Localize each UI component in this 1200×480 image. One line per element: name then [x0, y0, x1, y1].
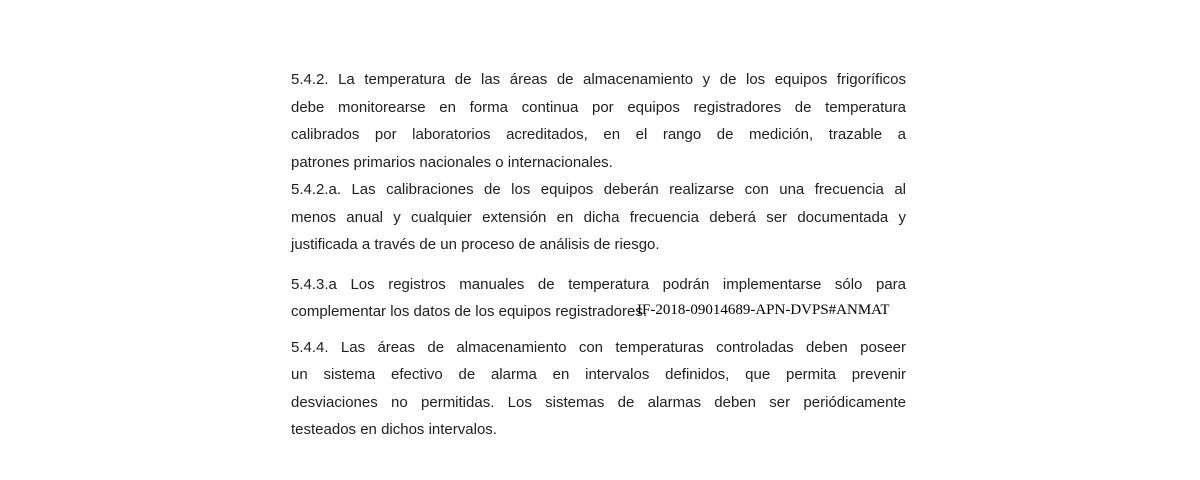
text-line: 5.4.3.a Los registros manuales de temperatura podrán implementarse sólo para — [291, 275, 906, 293]
paragraph-5-4-2 — [291, 66, 906, 176]
electronic-file-stamp: IF-2018-09014689-APN-DVPS#ANMAT — [637, 302, 890, 318]
paragraph-5-4-4 — [291, 334, 906, 444]
text-line: 5.4.2.a. Las calibraciones de los equipos deberán realizarse con una frecuencia al — [291, 181, 906, 198]
text-line: 5.4.4. Las áreas de almacenamiento con temperaturas controladas deben poseer — [291, 338, 906, 356]
document-text-column — [291, 66, 906, 444]
text-line: testeados en dichos intervalos. — [291, 421, 497, 438]
text-line: justificada a través de un proceso de análisis de riesgo. — [291, 236, 660, 253]
paragraph-5-4-2-a — [291, 176, 906, 259]
text-line: debe monitorearse en forma continua por equipos registradores de temperatura — [291, 98, 906, 116]
text-line: complementar los datos de los equipos registradores. — [291, 303, 648, 320]
text-line: un sistema efectivo de alarma en intervalos definidos, que permita prevenir — [291, 366, 906, 383]
text-line: 5.4.2. La temperatura de las áreas de almacenamiento y de los equipos frigoríficos — [291, 71, 906, 88]
text-line: patrones primarios nacionales o internacionales. — [291, 153, 613, 171]
text-line: calibrados por laboratorios acreditados, en el rango de medición, trazable a — [291, 126, 906, 143]
text-line: desviaciones no permitidas. Los sistemas de alarmas deben ser periódicamente — [291, 393, 906, 411]
text-line: menos anual y cualquier extensión en dicha frecuencia deberá ser documentada y — [291, 208, 906, 226]
